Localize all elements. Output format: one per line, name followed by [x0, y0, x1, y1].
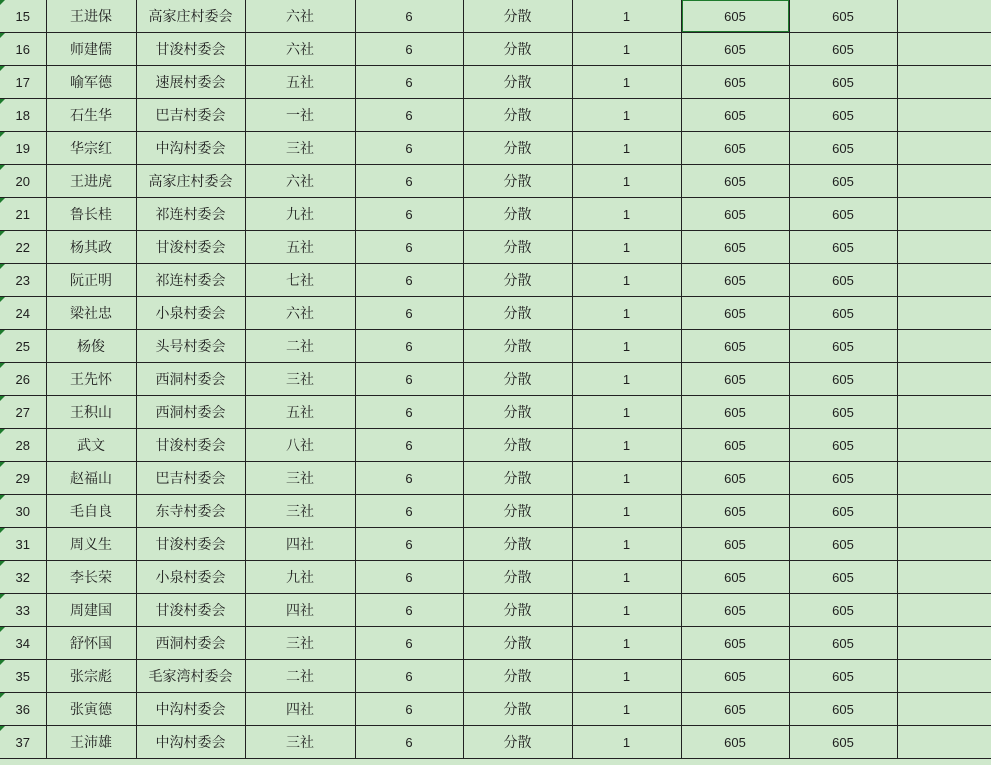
empty-cell[interactable] — [897, 462, 991, 495]
empty-cell[interactable] — [897, 198, 991, 231]
count-cell[interactable]: 1 — [572, 99, 681, 132]
table-row — [0, 429, 991, 462]
row-number-cell[interactable]: 33 — [0, 594, 46, 627]
empty-cell[interactable] — [897, 165, 991, 198]
row-number-cell[interactable]: 35 — [0, 660, 46, 693]
quantity-cell[interactable]: 6 — [355, 495, 463, 528]
table-row — [0, 462, 991, 495]
count-cell[interactable]: 1 — [572, 363, 681, 396]
name-cell[interactable]: 阮正明 — [46, 264, 136, 297]
quantity-cell[interactable]: 6 — [355, 297, 463, 330]
empty-cell[interactable] — [897, 594, 991, 627]
name-cell[interactable]: 杨其政 — [46, 231, 136, 264]
table-row — [0, 495, 991, 528]
row-number-cell[interactable]: 26 — [0, 363, 46, 396]
village-cell[interactable]: 西洞村委会 — [136, 627, 245, 660]
row-number-cell[interactable]: 20 — [0, 165, 46, 198]
empty-cell[interactable] — [897, 132, 991, 165]
amount-cell[interactable]: 605 — [681, 693, 789, 726]
name-cell[interactable]: 王进虎 — [46, 165, 136, 198]
count-cell[interactable]: 1 — [572, 660, 681, 693]
total-cell[interactable]: 605 — [789, 264, 897, 297]
empty-cell[interactable] — [897, 627, 991, 660]
group-cell[interactable]: 一社 — [245, 99, 355, 132]
type-cell[interactable]: 分散 — [463, 594, 572, 627]
type-cell[interactable]: 分散 — [463, 561, 572, 594]
empty-cell[interactable] — [897, 495, 991, 528]
total-cell[interactable]: 605 — [789, 330, 897, 363]
empty-cell[interactable] — [897, 561, 991, 594]
quantity-cell[interactable]: 6 — [355, 330, 463, 363]
total-cell[interactable]: 605 — [789, 363, 897, 396]
village-cell[interactable]: 西洞村委会 — [136, 396, 245, 429]
village-cell[interactable]: 甘浚村委会 — [136, 231, 245, 264]
group-cell[interactable]: 四社 — [245, 693, 355, 726]
amount-cell[interactable]: 605 — [681, 99, 789, 132]
row-number-cell[interactable]: 27 — [0, 396, 46, 429]
table-row — [0, 561, 991, 594]
row-number-cell[interactable]: 24 — [0, 297, 46, 330]
table-row — [0, 396, 991, 429]
village-cell[interactable]: 毛家湾村委会 — [136, 660, 245, 693]
total-cell[interactable]: 605 — [789, 561, 897, 594]
total-cell[interactable]: 605 — [789, 231, 897, 264]
row-number-cell[interactable]: 29 — [0, 462, 46, 495]
village-cell[interactable]: 东寺村委会 — [136, 495, 245, 528]
type-cell[interactable]: 分散 — [463, 396, 572, 429]
empty-cell[interactable] — [897, 231, 991, 264]
quantity-cell[interactable]: 6 — [355, 396, 463, 429]
group-cell[interactable]: 三社 — [245, 726, 355, 759]
village-cell[interactable]: 中沟村委会 — [136, 726, 245, 759]
type-cell[interactable]: 分散 — [463, 528, 572, 561]
quantity-cell[interactable]: 6 — [355, 693, 463, 726]
group-cell[interactable]: 七社 — [245, 264, 355, 297]
count-cell[interactable]: 1 — [572, 528, 681, 561]
amount-cell[interactable]: 605 — [681, 627, 789, 660]
table-row — [0, 66, 991, 99]
row-number-cell[interactable]: 16 — [0, 33, 46, 66]
amount-cell[interactable]: 605 — [681, 363, 789, 396]
type-cell[interactable]: 分散 — [463, 132, 572, 165]
group-cell[interactable]: 二社 — [245, 330, 355, 363]
quantity-cell[interactable]: 6 — [355, 726, 463, 759]
amount-cell[interactable]: 605 — [681, 429, 789, 462]
quantity-cell[interactable]: 6 — [355, 66, 463, 99]
village-cell[interactable]: 西洞村委会 — [136, 363, 245, 396]
total-cell[interactable]: 605 — [789, 66, 897, 99]
type-cell[interactable]: 分散 — [463, 693, 572, 726]
group-cell[interactable]: 六社 — [245, 0, 355, 33]
quantity-cell[interactable]: 6 — [355, 363, 463, 396]
name-cell[interactable]: 王先怀 — [46, 363, 136, 396]
total-cell[interactable]: 605 — [789, 165, 897, 198]
name-cell[interactable]: 王积山 — [46, 396, 136, 429]
count-cell[interactable]: 1 — [572, 264, 681, 297]
table-row — [0, 0, 991, 33]
name-cell[interactable]: 师建儒 — [46, 33, 136, 66]
count-cell[interactable]: 1 — [572, 495, 681, 528]
amount-cell[interactable]: 605 — [681, 528, 789, 561]
table-row — [0, 297, 991, 330]
group-cell[interactable]: 三社 — [245, 462, 355, 495]
type-cell[interactable]: 分散 — [463, 99, 572, 132]
table-row — [0, 330, 991, 363]
quantity-cell[interactable]: 6 — [355, 99, 463, 132]
total-cell[interactable]: 605 — [789, 528, 897, 561]
quantity-cell[interactable]: 6 — [355, 561, 463, 594]
row-number-cell[interactable]: 21 — [0, 198, 46, 231]
row-number-cell[interactable]: 25 — [0, 330, 46, 363]
quantity-cell[interactable]: 6 — [355, 165, 463, 198]
quantity-cell[interactable]: 6 — [355, 198, 463, 231]
empty-cell[interactable] — [897, 330, 991, 363]
count-cell[interactable]: 1 — [572, 561, 681, 594]
empty-cell[interactable] — [897, 264, 991, 297]
total-cell[interactable]: 605 — [789, 396, 897, 429]
table-row — [0, 528, 991, 561]
group-cell[interactable]: 五社 — [245, 231, 355, 264]
name-cell[interactable]: 赵福山 — [46, 462, 136, 495]
empty-cell[interactable] — [897, 363, 991, 396]
name-cell[interactable]: 喻军德 — [46, 66, 136, 99]
count-cell[interactable]: 1 — [572, 0, 681, 33]
empty-cell[interactable] — [897, 726, 991, 759]
type-cell[interactable]: 分散 — [463, 66, 572, 99]
group-cell[interactable]: 八社 — [245, 429, 355, 462]
table-row — [0, 99, 991, 132]
count-cell[interactable]: 1 — [572, 627, 681, 660]
quantity-cell[interactable]: 6 — [355, 429, 463, 462]
amount-cell[interactable]: 605 — [681, 264, 789, 297]
row-number-cell[interactable]: 31 — [0, 528, 46, 561]
quantity-cell[interactable]: 6 — [355, 231, 463, 264]
amount-cell[interactable]: 605 — [681, 165, 789, 198]
total-cell[interactable]: 605 — [789, 726, 897, 759]
name-cell[interactable]: 王沛雄 — [46, 726, 136, 759]
group-cell[interactable]: 三社 — [245, 363, 355, 396]
count-cell[interactable]: 1 — [572, 462, 681, 495]
group-cell[interactable]: 五社 — [245, 66, 355, 99]
table-row — [0, 264, 991, 297]
quantity-cell[interactable]: 6 — [355, 264, 463, 297]
type-cell[interactable]: 分散 — [463, 726, 572, 759]
type-cell[interactable]: 分散 — [463, 33, 572, 66]
name-cell[interactable]: 张宗彪 — [46, 660, 136, 693]
count-cell[interactable]: 1 — [572, 330, 681, 363]
row-number-cell[interactable]: 28 — [0, 429, 46, 462]
amount-cell[interactable]: 605 — [681, 660, 789, 693]
total-cell[interactable]: 605 — [789, 297, 897, 330]
empty-cell[interactable] — [897, 660, 991, 693]
count-cell[interactable]: 1 — [572, 429, 681, 462]
empty-cell[interactable] — [897, 396, 991, 429]
type-cell[interactable]: 分散 — [463, 462, 572, 495]
amount-cell[interactable]: 605 — [681, 66, 789, 99]
amount-cell[interactable]: 605 — [681, 726, 789, 759]
table-row — [0, 594, 991, 627]
row-number-cell[interactable]: 34 — [0, 627, 46, 660]
name-cell[interactable]: 舒怀国 — [46, 627, 136, 660]
quantity-cell[interactable]: 6 — [355, 33, 463, 66]
total-cell[interactable]: 605 — [789, 33, 897, 66]
type-cell[interactable]: 分散 — [463, 0, 572, 33]
village-cell[interactable]: 小泉村委会 — [136, 561, 245, 594]
amount-cell[interactable]: 605 — [681, 462, 789, 495]
village-cell[interactable]: 小泉村委会 — [136, 297, 245, 330]
name-cell[interactable]: 石生华 — [46, 99, 136, 132]
row-number-cell[interactable]: 19 — [0, 132, 46, 165]
table-row — [0, 33, 991, 66]
village-cell[interactable]: 甘浚村委会 — [136, 528, 245, 561]
name-cell[interactable]: 张寅德 — [46, 693, 136, 726]
name-cell[interactable]: 武文 — [46, 429, 136, 462]
amount-cell[interactable]: 605 — [681, 297, 789, 330]
row-number-cell[interactable]: 36 — [0, 693, 46, 726]
total-cell[interactable]: 605 — [789, 627, 897, 660]
village-cell[interactable]: 速展村委会 — [136, 66, 245, 99]
row-number-cell[interactable]: 17 — [0, 66, 46, 99]
count-cell[interactable]: 1 — [572, 594, 681, 627]
count-cell[interactable]: 1 — [572, 231, 681, 264]
empty-cell[interactable] — [897, 297, 991, 330]
count-cell[interactable]: 1 — [572, 165, 681, 198]
group-cell[interactable]: 四社 — [245, 594, 355, 627]
group-cell[interactable]: 六社 — [245, 297, 355, 330]
row-number-cell[interactable]: 30 — [0, 495, 46, 528]
village-cell[interactable]: 中沟村委会 — [136, 132, 245, 165]
amount-cell[interactable]: 605 — [681, 198, 789, 231]
total-cell[interactable]: 605 — [789, 0, 897, 33]
name-cell[interactable]: 毛自良 — [46, 495, 136, 528]
empty-cell[interactable] — [897, 0, 991, 33]
village-cell[interactable]: 中沟村委会 — [136, 693, 245, 726]
total-cell[interactable]: 605 — [789, 132, 897, 165]
name-cell[interactable]: 周义生 — [46, 528, 136, 561]
count-cell[interactable]: 1 — [572, 693, 681, 726]
table-row — [0, 165, 991, 198]
type-cell[interactable]: 分散 — [463, 165, 572, 198]
amount-cell[interactable]: 605 — [681, 495, 789, 528]
count-cell[interactable]: 1 — [572, 66, 681, 99]
type-cell[interactable]: 分散 — [463, 231, 572, 264]
amount-cell[interactable]: 605 — [681, 0, 789, 33]
group-cell[interactable]: 九社 — [245, 561, 355, 594]
quantity-cell[interactable]: 6 — [355, 132, 463, 165]
row-number-cell[interactable]: 15 — [0, 0, 46, 33]
table-row — [0, 660, 991, 693]
amount-cell[interactable]: 605 — [681, 33, 789, 66]
table-row — [0, 132, 991, 165]
type-cell[interactable]: 分散 — [463, 660, 572, 693]
quantity-cell[interactable]: 6 — [355, 0, 463, 33]
row-number-cell[interactable]: 22 — [0, 231, 46, 264]
quantity-cell[interactable]: 6 — [355, 627, 463, 660]
name-cell[interactable]: 鲁长桂 — [46, 198, 136, 231]
name-cell[interactable]: 王进保 — [46, 0, 136, 33]
total-cell[interactable]: 605 — [789, 693, 897, 726]
quantity-cell[interactable]: 6 — [355, 462, 463, 495]
row-number-cell[interactable]: 32 — [0, 561, 46, 594]
count-cell[interactable]: 1 — [572, 132, 681, 165]
type-cell[interactable]: 分散 — [463, 198, 572, 231]
table-row — [0, 231, 991, 264]
count-cell[interactable]: 1 — [572, 396, 681, 429]
name-cell[interactable]: 李长荣 — [46, 561, 136, 594]
empty-cell[interactable] — [897, 66, 991, 99]
amount-cell[interactable]: 605 — [681, 594, 789, 627]
group-cell[interactable]: 六社 — [245, 33, 355, 66]
group-cell[interactable]: 二社 — [245, 660, 355, 693]
amount-cell[interactable]: 605 — [681, 132, 789, 165]
name-cell[interactable]: 华宗红 — [46, 132, 136, 165]
village-cell[interactable]: 甘浚村委会 — [136, 33, 245, 66]
group-cell[interactable]: 六社 — [245, 165, 355, 198]
village-cell[interactable]: 高家庄村委会 — [136, 0, 245, 33]
row-number-cell[interactable]: 37 — [0, 726, 46, 759]
count-cell[interactable]: 1 — [572, 33, 681, 66]
village-cell[interactable]: 巴吉村委会 — [136, 462, 245, 495]
group-cell[interactable]: 三社 — [245, 627, 355, 660]
amount-cell[interactable]: 605 — [681, 231, 789, 264]
table-row — [0, 627, 991, 660]
amount-cell[interactable]: 605 — [681, 330, 789, 363]
type-cell[interactable]: 分散 — [463, 627, 572, 660]
empty-cell[interactable] — [897, 429, 991, 462]
quantity-cell[interactable]: 6 — [355, 528, 463, 561]
village-cell[interactable]: 甘浚村委会 — [136, 594, 245, 627]
name-cell[interactable]: 周建国 — [46, 594, 136, 627]
type-cell[interactable]: 分散 — [463, 363, 572, 396]
type-cell[interactable]: 分散 — [463, 297, 572, 330]
row-number-cell[interactable]: 23 — [0, 264, 46, 297]
total-cell[interactable]: 605 — [789, 660, 897, 693]
quantity-cell[interactable]: 6 — [355, 660, 463, 693]
count-cell[interactable]: 1 — [572, 297, 681, 330]
table-row — [0, 363, 991, 396]
table-row — [0, 198, 991, 231]
total-cell[interactable]: 605 — [789, 594, 897, 627]
empty-cell[interactable] — [897, 528, 991, 561]
group-cell[interactable]: 三社 — [245, 132, 355, 165]
name-cell[interactable]: 杨俊 — [46, 330, 136, 363]
table-row — [0, 693, 991, 726]
village-cell[interactable]: 高家庄村委会 — [136, 165, 245, 198]
total-cell[interactable]: 605 — [789, 495, 897, 528]
group-cell[interactable]: 三社 — [245, 495, 355, 528]
type-cell[interactable]: 分散 — [463, 330, 572, 363]
group-cell[interactable]: 九社 — [245, 198, 355, 231]
village-cell[interactable]: 巴吉村委会 — [136, 99, 245, 132]
village-cell[interactable]: 头号村委会 — [136, 330, 245, 363]
empty-cell[interactable] — [897, 99, 991, 132]
empty-cell[interactable] — [897, 693, 991, 726]
village-cell[interactable]: 甘浚村委会 — [136, 429, 245, 462]
quantity-cell[interactable]: 6 — [355, 594, 463, 627]
empty-cell[interactable] — [897, 33, 991, 66]
name-cell[interactable]: 梁社忠 — [46, 297, 136, 330]
total-cell[interactable]: 605 — [789, 99, 897, 132]
village-cell[interactable]: 祁连村委会 — [136, 264, 245, 297]
total-cell[interactable]: 605 — [789, 429, 897, 462]
type-cell[interactable]: 分散 — [463, 264, 572, 297]
count-cell[interactable]: 1 — [572, 726, 681, 759]
row-number-cell[interactable]: 18 — [0, 99, 46, 132]
group-cell[interactable]: 五社 — [245, 396, 355, 429]
table-row — [0, 726, 991, 759]
amount-cell[interactable]: 605 — [681, 396, 789, 429]
total-cell[interactable]: 605 — [789, 198, 897, 231]
type-cell[interactable]: 分散 — [463, 495, 572, 528]
total-cell[interactable]: 605 — [789, 462, 897, 495]
type-cell[interactable]: 分散 — [463, 429, 572, 462]
count-cell[interactable]: 1 — [572, 198, 681, 231]
group-cell[interactable]: 四社 — [245, 528, 355, 561]
amount-cell[interactable]: 605 — [681, 561, 789, 594]
village-cell[interactable]: 祁连村委会 — [136, 198, 245, 231]
